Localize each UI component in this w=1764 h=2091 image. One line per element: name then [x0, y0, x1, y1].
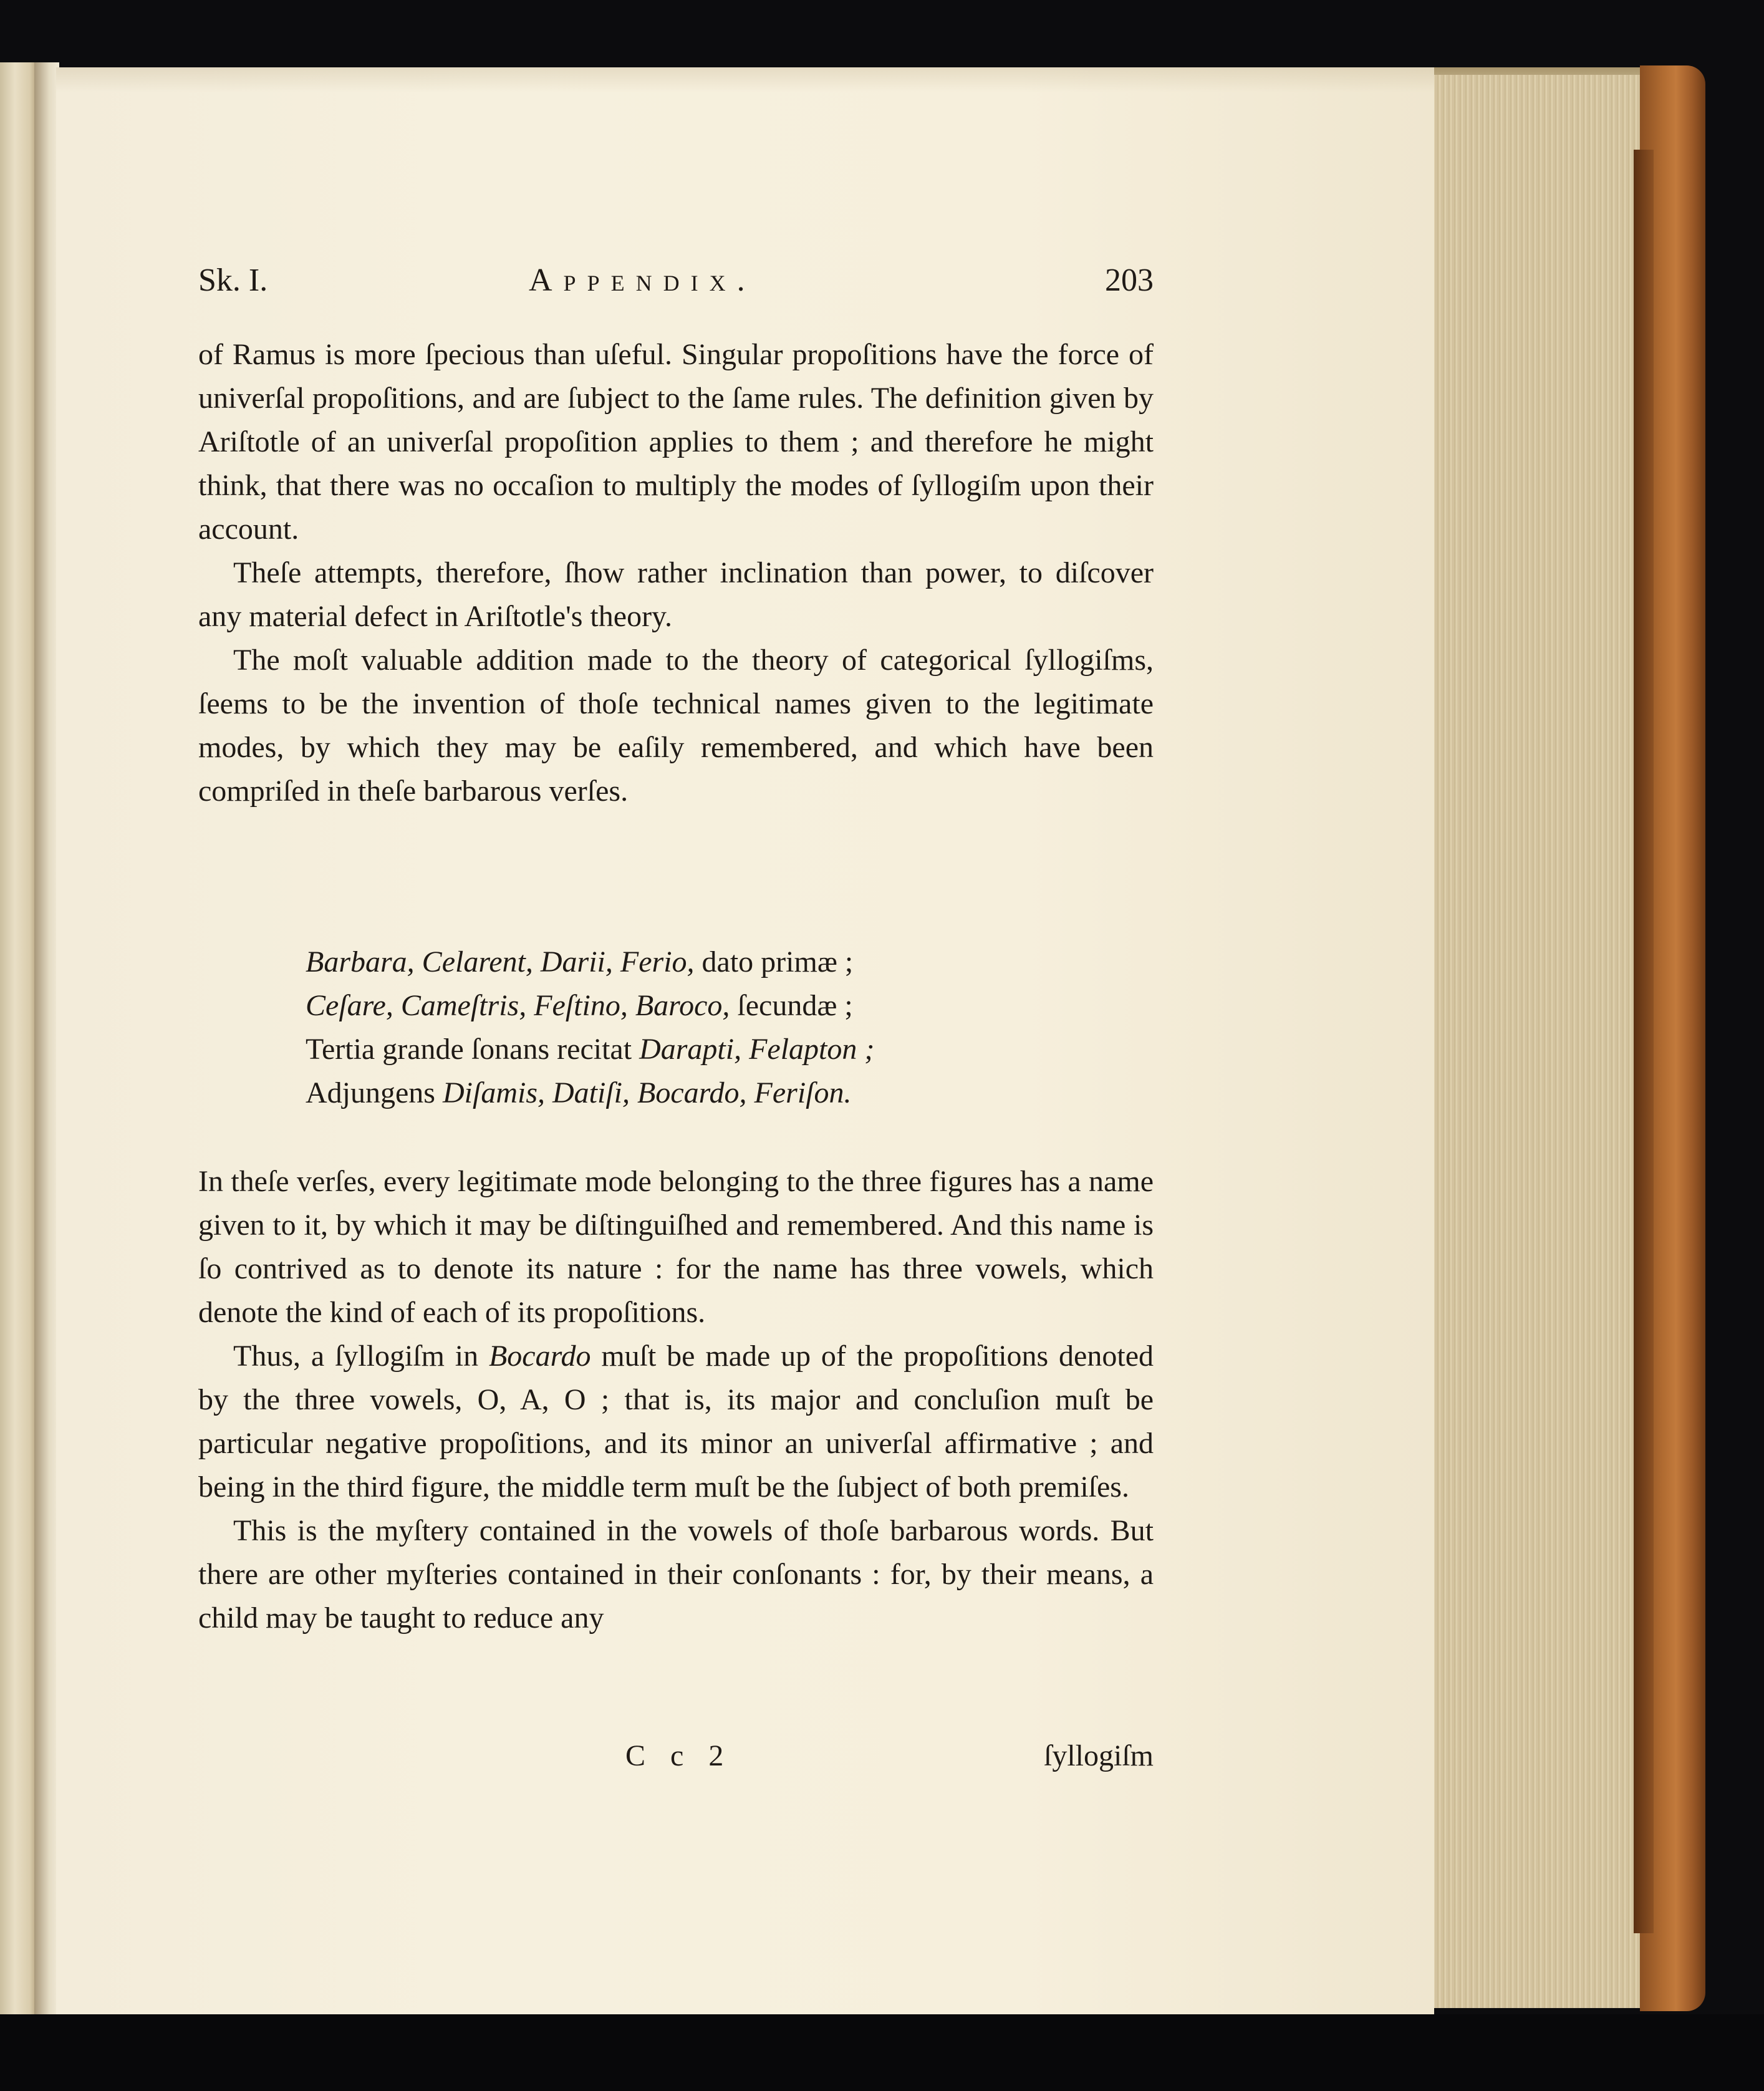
page-shadow [56, 67, 1434, 92]
verse-mode-names: Barbara, Celarent, Darii, Ferio, [306, 945, 695, 978]
binding-turn-in [1634, 150, 1654, 1933]
verse-roman: dato primæ ; [694, 945, 854, 978]
verse-line [306, 984, 874, 1028]
verse-line [306, 940, 874, 984]
verse-roman: Adjungens [306, 1076, 443, 1109]
running-title: Appendix. [529, 263, 756, 298]
verse-mode-names: Darapti, Felapton ; [639, 1033, 875, 1066]
paragraph: The moſt valuable addition made to the theory of categorical ſyllogiſms, ſeems to be the invention of thoſe technical names given to the legitimate modes, by which they may be eaſily remembered, and which have been compriſed in theſe barbarous verſes. [198, 644, 1154, 808]
running-header [198, 262, 1154, 306]
catchword: ſyllogiſm [1043, 1739, 1154, 1772]
scan-bottom-margin [0, 2014, 1764, 2091]
signature-mark: C c 2 [625, 1739, 733, 1772]
mnemonic-verses [306, 940, 874, 1115]
body-text-top [198, 333, 1154, 813]
verse-roman: Tertia grande ſonans recitat [306, 1033, 640, 1066]
paragraph-text: muſt be made up of the propoſitions denoted by the three vowels, O, A, O ; that is, its major and concluſion muſt be particular negative propoſitions, and its minor an univerſal affirmative ; and being in the third figure, the middle term muſt be the ſubject of both premiſes. [198, 1340, 1154, 1504]
page-number: 203 [1105, 263, 1154, 298]
book-gutter [34, 62, 59, 2014]
verse-mode-names: Ceſare, Cameſtris, Feſtino, Baroco, [306, 989, 730, 1022]
mode-name: Bocardo [488, 1340, 591, 1373]
verse-mode-names: Diſamis, Datiſi, Bocardo, Feriſon. [442, 1076, 852, 1109]
body-text-bottom [198, 1160, 1154, 1640]
paragraph: In theſe verſes, every legitimate mode belonging to the three figures has a name given to it, by which it may be diſtinguiſhed and remembered. And this name is ſo contrived as to denote its nature : for the name has three vowels, which denote the kind of each of its propoſitions. [198, 1165, 1154, 1329]
paragraph: Theſe attempts, therefore, ſhow rather inclination than power, to diſcover any material defect in Ariſtotle's theory. [198, 556, 1154, 633]
verse-roman: ſecundæ ; [730, 989, 853, 1022]
verse-line [306, 1071, 874, 1115]
verse-line [306, 1028, 874, 1071]
facing-page-edge [0, 62, 37, 2014]
paragraph: This is the myſtery contained in the vowels of thoſe barbarous words. But there are other myſteries contained in their conſonants : for, by their means, a child may be taught to reduce any [198, 1514, 1154, 1635]
book-fore-edge [1425, 75, 1643, 2008]
section-label: Sk. I. [198, 263, 268, 298]
paragraph-text: Thus, a ſyllogiſm in [233, 1340, 489, 1373]
paragraph: of Ramus is more ſpecious than uſeful. Singular propoſitions have the force of univerſal propoſitions, and are ſubject to the ſame rules. The definition given by Ariſtotle of an univerſal propoſition applies to them ; and therefore he might think, that there was no occaſion to multiply the modes of ſyllogiſm upon their account. [198, 338, 1154, 546]
page-footer [198, 1739, 1154, 1782]
paragraph [198, 1335, 1154, 1509]
